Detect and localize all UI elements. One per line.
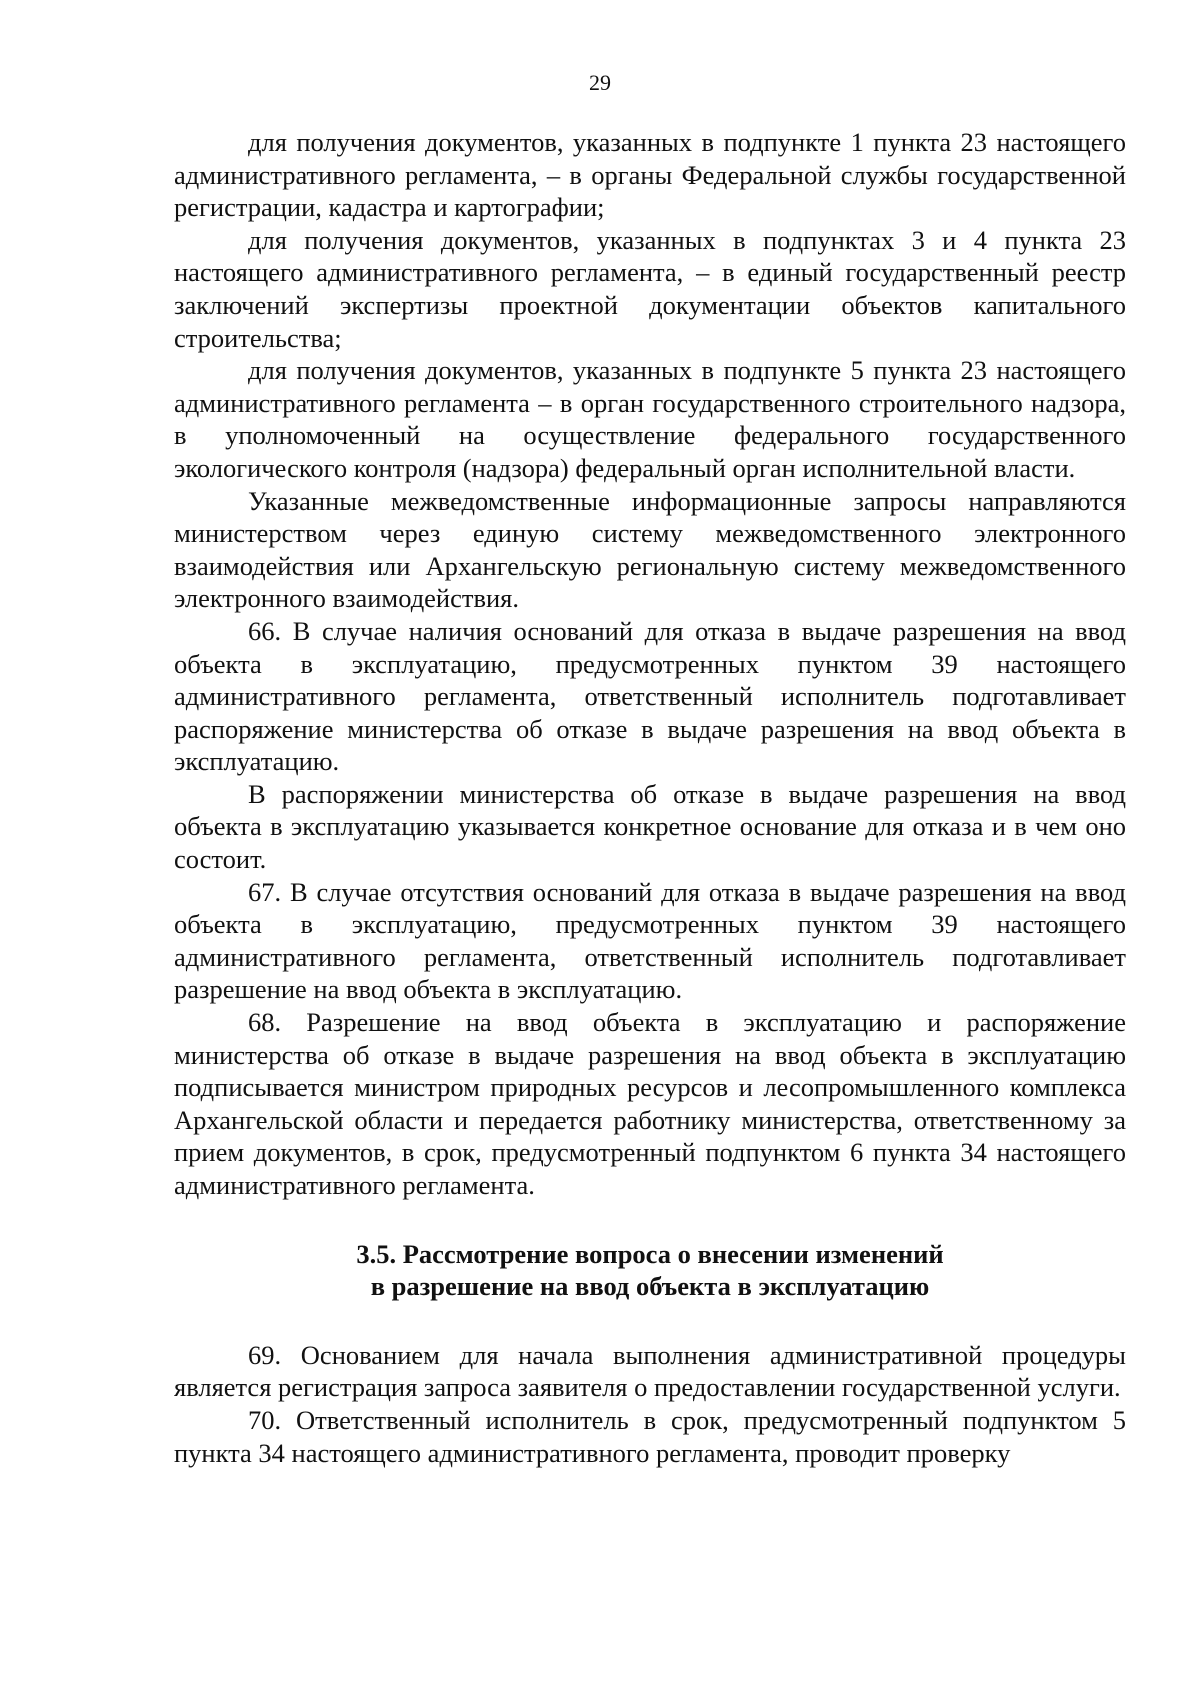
- paragraph: 69. Основанием для начала выполнения административной процедуры является регистрация запроса заявителя о предоставлении государственной услуги.: [174, 1339, 1126, 1403]
- section-heading: [174, 1238, 1126, 1303]
- paragraph: В распоряжении министерства об отказе в выдаче разрешения на ввод объекта в эксплуатацию указывается конкретное основание для отказа и в чем оно состоит.: [174, 778, 1126, 875]
- paragraph: 70. Ответственный исполнитель в срок, предусмотренный подпунктом 5 пункта 34 настоящего административного регламента, проводит проверку: [174, 1404, 1126, 1468]
- paragraph: для получения документов, указанных в подпункте 1 пункта 23 настоящего административного регламента, – в органы Федеральной службы государственной регистрации, кадастра и картографии;: [174, 127, 1126, 223]
- paragraph: Указанные межведомственные информационные запросы направляются министерством через единую систему межведомственного электронного взаимодействия или Архангельскую региональную систему межведомственного электронного взаимодействия.: [174, 485, 1126, 614]
- paragraph: для получения документов, указанных в подпунктах 3 и 4 пункта 23 настоящего административного регламента, – в единый государственный реестр заключений экспертизы проектной документации объектов капитального строительства;: [174, 224, 1126, 353]
- section-heading-line: 3.5. Рассмотрение вопроса о внесении изменений: [356, 1238, 944, 1269]
- section-heading-line: в разрешение на ввод объекта в эксплуатацию: [370, 1271, 930, 1302]
- paragraph: для получения документов, указанных в подпункте 5 пункта 23 настоящего административного регламента – в орган государственного строительного надзора, в уполномоченный на осуществление федерального государственного экологического контроля (надзора) федеральный орган исполнительной власти.: [174, 355, 1126, 483]
- paragraph: 66. В случае наличия оснований для отказа в выдаче разрешения на ввод объекта в эксплуатацию, предусмотренных пунктом 39 настоящего административного регламента, ответственный исполнитель подготавливает распоряжение министерства об отказе в выдаче разрешения на ввод объекта в эксплуатацию.: [174, 615, 1126, 777]
- page-number: 29: [589, 70, 611, 95]
- paragraph: 67. В случае отсутствия оснований для отказа в выдаче разрешения на ввод объекта в эксплуатацию, предусмотренных пунктом 39 настоящего административного регламента, ответственный исполнитель подготавливает разрешение на ввод объекта в эксплуатацию.: [174, 876, 1126, 1005]
- document-body: [174, 126, 1126, 1469]
- paragraph: 68. Разрешение на ввод объекта в эксплуатацию и распоряжение министерства об отказе в выдаче разрешения на ввод объекта в эксплуатацию подписывается министром природных ресурсов и лесопромышленного комплекса Архангельской области и передается работнику министерства, ответственному за прием документов, в срок, предусмотренный подпунктом 6 пункта 34 настоящего административного регламента.: [174, 1007, 1126, 1200]
